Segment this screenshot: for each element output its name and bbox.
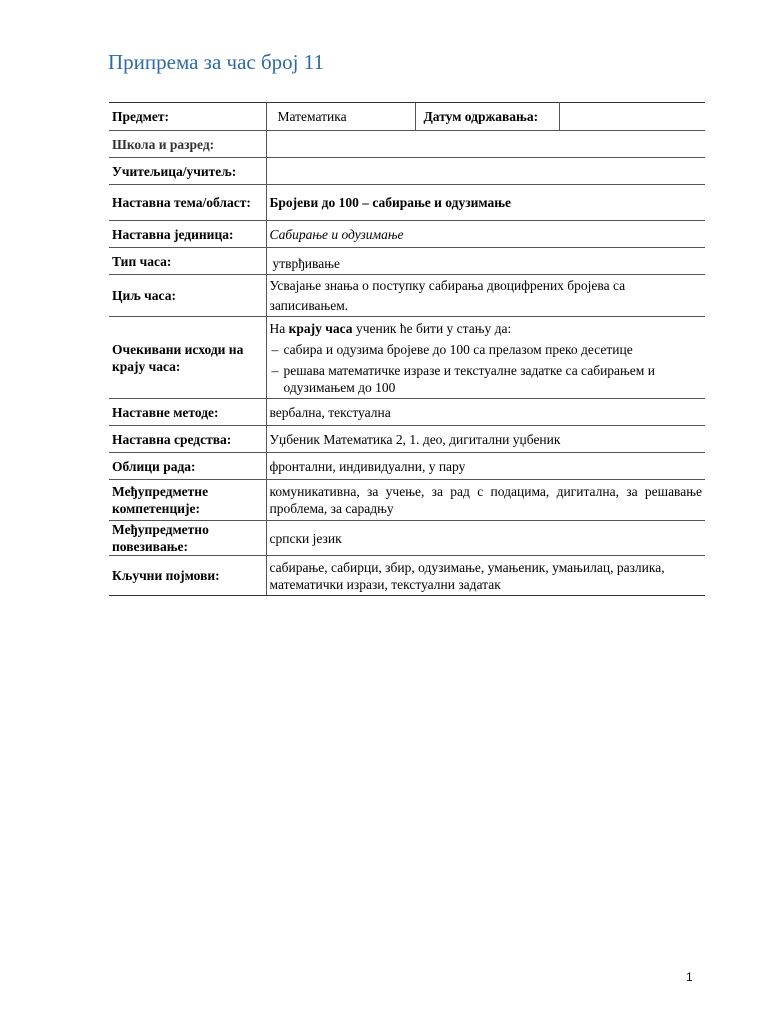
row-outcomes <box>109 317 705 399</box>
list-item <box>270 341 703 358</box>
methods-label: Наставне методе: <box>109 399 266 426</box>
outcomes-intro-bold: крају часа <box>288 320 353 336</box>
outcomes-intro <box>270 320 703 337</box>
outcomes-intro-prefix: На <box>269 320 289 336</box>
date-label: Датум одржавања: <box>415 103 559 131</box>
correlation-label: Међупредметно повезивање: <box>109 521 266 556</box>
lesson-type-label: Тип часа: <box>109 248 266 275</box>
row-competencies <box>109 480 705 521</box>
row-key-terms <box>109 556 705 596</box>
unit-value: Сабирање и одузимање <box>266 221 705 248</box>
goal-value: Усвајање знања о поступку сабирања двоцифрених бројева са записивањем. <box>266 275 705 317</box>
lesson-type-value: утврђивање <box>266 248 705 275</box>
outcome-text: сабира и одузима бројеве до 100 са прелазом преко десетице <box>283 341 633 357</box>
subject-label: Предмет: <box>109 103 266 131</box>
competencies-label: Међупредметне компетенције: <box>109 480 266 521</box>
topic-value: Бројеви до 100 – сабирање и одузимање <box>266 185 705 221</box>
row-teacher <box>109 158 705 185</box>
row-correlation <box>109 521 705 556</box>
row-methods <box>109 399 705 426</box>
work-forms-label: Облици рада: <box>109 453 266 480</box>
school-label: Школа и разред: <box>109 131 266 158</box>
subject-value: Математика <box>266 103 415 131</box>
resources-label: Наставна средства: <box>109 426 266 453</box>
page-title: Припрема за час број 11 <box>108 50 324 74</box>
row-school <box>109 131 705 158</box>
date-value <box>559 103 705 131</box>
correlation-value: српски језик <box>266 521 705 556</box>
key-terms-label: Кључни појмови: <box>109 556 266 596</box>
row-topic <box>109 185 705 221</box>
key-terms-value: сабирање, сабирци, збир, одузимање, умањеник, умањилац, разлика, математички изрази, текстуални задатак <box>266 556 705 596</box>
competencies-value: комуникативна, за учење, за рад с подацима, дигитална, за решавање проблема, за сарадњу <box>266 480 705 521</box>
row-resources <box>109 426 705 453</box>
resources-value: Уџбеник Математика 2, 1. део, дигитални уџбеник <box>266 426 705 453</box>
row-lesson-type <box>109 248 705 275</box>
methods-value: вербална, текстуална <box>266 399 705 426</box>
lesson-plan-table <box>109 102 705 596</box>
teacher-value <box>266 158 705 185</box>
outcomes-intro-suffix: ученик ће бити у стању да: <box>352 320 512 336</box>
topic-label: Наставна тема/област: <box>109 185 266 221</box>
outcomes-cell <box>266 317 705 399</box>
unit-label: Наставна јединица: <box>109 221 266 248</box>
row-subject <box>109 103 705 131</box>
page-number: 1 <box>686 970 693 984</box>
school-value <box>266 131 705 158</box>
outcomes-list <box>270 341 703 396</box>
outcome-text: решава математичке изразе и текстуалне задатке са сабирањем и одузимањем до 100 <box>283 362 655 395</box>
dash-bullet: – <box>271 362 279 378</box>
work-forms-value: фронтални, индивидуални, у пару <box>266 453 705 480</box>
dash-bullet: – <box>271 341 279 357</box>
list-item <box>270 362 703 396</box>
row-goal <box>109 275 705 317</box>
outcomes-label: Очекивани исходи на крају часа: <box>109 317 266 399</box>
teacher-label: Учитељица/учитељ: <box>109 158 266 185</box>
row-unit <box>109 221 705 248</box>
goal-label: Циљ часа: <box>109 275 266 317</box>
row-work-forms <box>109 453 705 480</box>
